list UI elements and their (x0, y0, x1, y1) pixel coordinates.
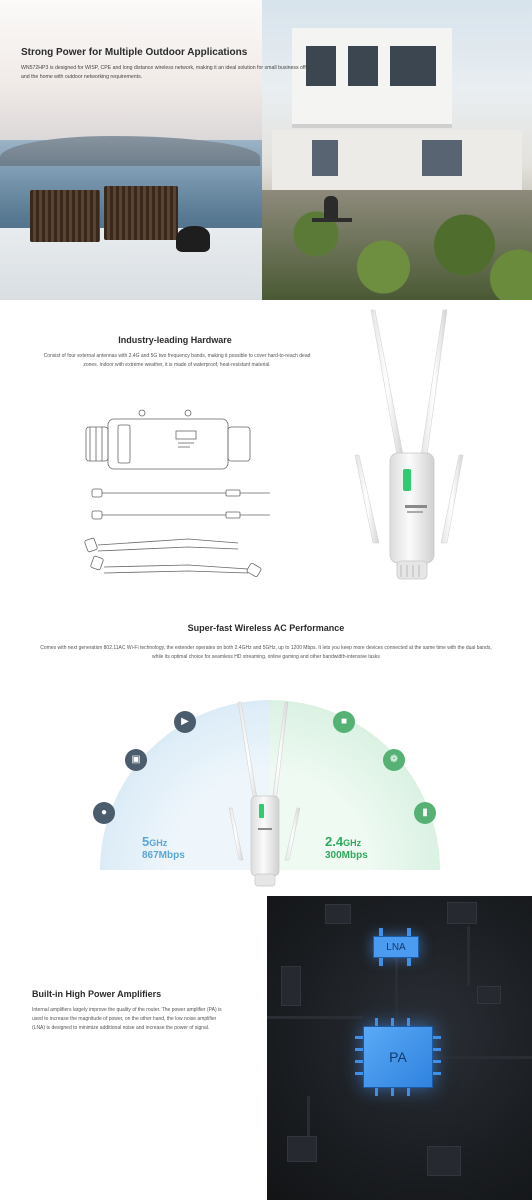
ac-performance-title: Super-fast Wireless AC Performance (187, 623, 345, 633)
router-product-image (345, 305, 475, 585)
router-product-image-small (225, 700, 305, 890)
lounge-chair-right (104, 186, 178, 240)
amplifiers-title: Built-in High Power Amplifiers (32, 989, 162, 999)
villa-lower-block (272, 130, 522, 190)
camera-shutter-icon: ❁ (383, 749, 405, 771)
pa-chip: PA (363, 1026, 433, 1088)
band-5ghz-number: 5 (142, 834, 150, 849)
band-24ghz-speed: 300Mbps (325, 850, 368, 861)
circuit-board-graphic (267, 896, 532, 1200)
hero-bag (176, 226, 210, 252)
gamepad-icon: ● (93, 802, 115, 824)
band-5ghz-label (142, 834, 185, 861)
amplifiers-description: Internal amplifiers largely improve the quality of the router. The power amplifier (PA) is used to increase the magnitude of power, on the other hand, the low noise amplifier (LNA) is designed to minimize additional noise and increase the power of signal. (32, 1007, 222, 1031)
tablet-icon: ▮ (414, 802, 436, 824)
band-24ghz-number: 2.4 (325, 834, 344, 849)
hardware-title: Industry-leading Hardware (118, 335, 232, 345)
hardware-description: Consist of four external antennas with 2.4G and 5G two frequency bands, making it possible to cover hard-to-reach dead zones. Indoor with extreme weather, it is made of waterproof, heat-resistant material. (43, 353, 311, 368)
lna-chip: LNA (373, 936, 419, 958)
band-24ghz-unit: GHz (343, 838, 362, 848)
villa-plants (262, 190, 532, 300)
ac-performance-description: Comes with next generation 802.11AC Wi-Fi technology, the extender operates on both 2.4GHz and 5GHz, up to 1200 Mbps. It lets you keep more devices connected at the same time with the dual bands, while its optimal choice for seamless HD streaming, online gaming and other bandwidth-intensive tasks (40, 645, 492, 660)
tv-icon: ▣ (125, 749, 147, 771)
hero-villa-photo (262, 0, 532, 300)
villa-table (312, 218, 352, 222)
lounge-chair-left (30, 190, 100, 242)
play-icon: ▶ (174, 711, 196, 733)
band-24ghz-label (325, 834, 368, 861)
villa-person (324, 196, 338, 220)
band-5ghz-speed: 867Mbps (142, 850, 185, 861)
band-5ghz-unit: GHz (149, 838, 168, 848)
hero-section (0, 0, 532, 300)
hero-title: Strong Power for Multiple Outdoor Applications (21, 47, 248, 58)
hero-description: WN572HP3 is designed for WISP, CPE and long distance wireless network, making it an ideal solution for small business offices and the home with outdoor networking requirements. (21, 65, 315, 80)
hardware-line-drawing (78, 405, 278, 585)
image-icon: ■ (333, 711, 355, 733)
